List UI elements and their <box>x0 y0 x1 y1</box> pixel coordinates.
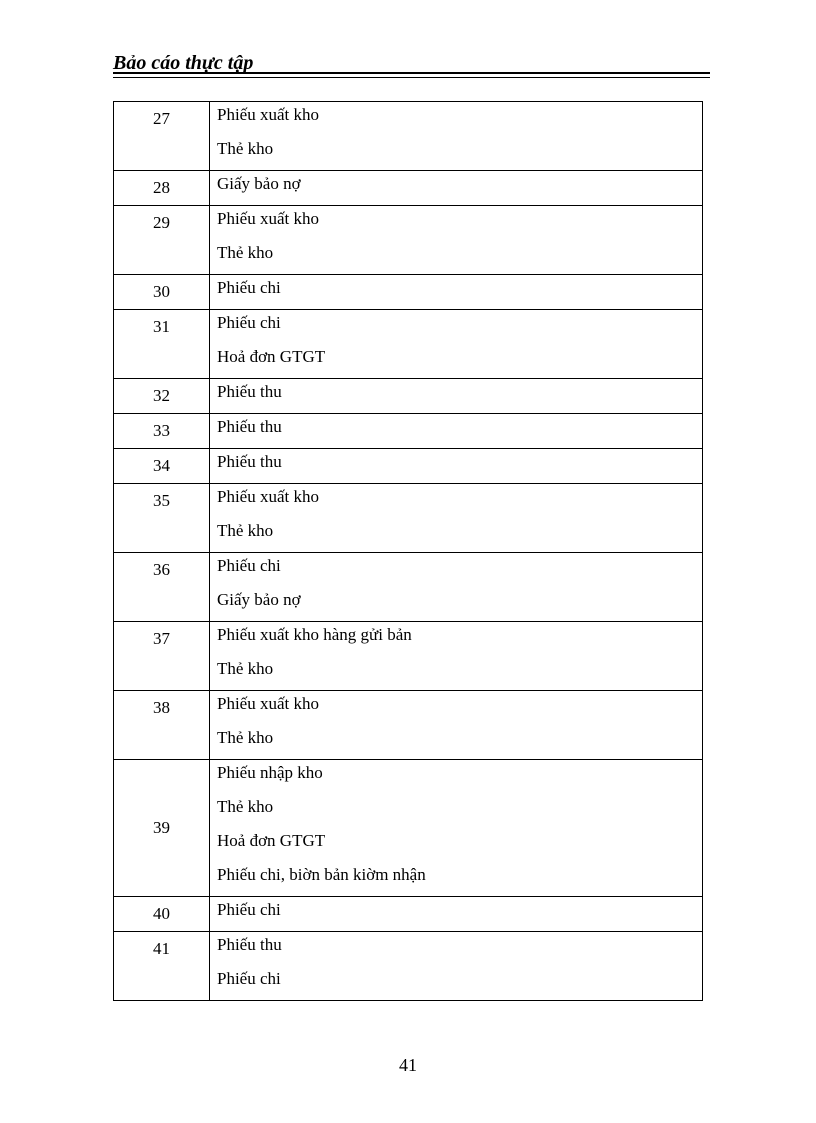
documents-cell <box>210 310 703 379</box>
row-number-cell <box>114 414 210 449</box>
row-number-cell <box>114 622 210 691</box>
row-number: 31 <box>153 317 170 336</box>
document-name: Thẻ kho <box>217 139 274 158</box>
row-number: 33 <box>153 421 170 440</box>
row-number: 40 <box>153 904 170 923</box>
row-number-cell <box>114 484 210 553</box>
documents-cell <box>210 275 703 310</box>
document-name: Giấy bảo nợ <box>217 590 301 609</box>
row-number: 41 <box>153 939 170 958</box>
table-row <box>114 691 703 760</box>
documents-cell <box>210 449 703 484</box>
document-name: Phiếu thu <box>217 382 282 401</box>
document-name: Thẻ kho <box>217 521 274 540</box>
documents-cell <box>210 171 703 206</box>
document-name: Phiếu thu <box>217 935 282 954</box>
row-number-cell <box>114 310 210 379</box>
documents-cell <box>210 932 703 1001</box>
row-number: 37 <box>153 629 170 648</box>
document-name: Phiếu xuất kho <box>217 487 319 506</box>
document-name: Phiếu chi, biờn bản kiờm nhận <box>217 865 426 884</box>
documents-cell <box>210 553 703 622</box>
table-row <box>114 484 703 553</box>
document-name: Phiếu chi <box>217 313 281 332</box>
row-number: 36 <box>153 560 170 579</box>
row-number-cell <box>114 553 210 622</box>
row-number: 39 <box>153 818 170 837</box>
row-number-cell <box>114 102 210 171</box>
row-number: 30 <box>153 282 170 301</box>
document-name: Hoả đơn GTGT <box>217 347 326 366</box>
document-name: Hoả đơn GTGT <box>217 831 326 850</box>
row-number: 29 <box>153 213 170 232</box>
table-row <box>114 897 703 932</box>
document-name: Thẻ kho <box>217 659 274 678</box>
documents-cell <box>210 760 703 897</box>
row-number: 28 <box>153 178 170 197</box>
row-number-cell <box>114 760 210 897</box>
row-number: 34 <box>153 456 170 475</box>
documents-cell <box>210 484 703 553</box>
page-header-title: Bảo cáo thực tập <box>113 52 254 74</box>
table-row <box>114 553 703 622</box>
table-row <box>114 760 703 897</box>
row-number: 38 <box>153 698 170 717</box>
row-number-cell <box>114 691 210 760</box>
row-number-cell <box>114 206 210 275</box>
document-name: Phiếu xuất kho hàng gửi bản <box>217 625 412 644</box>
table-row <box>114 932 703 1001</box>
document-name: Phiếu xuất kho <box>217 105 319 124</box>
table-row <box>114 275 703 310</box>
document-name: Phiếu xuất kho <box>217 209 319 228</box>
documents-cell <box>210 414 703 449</box>
table-row <box>114 206 703 275</box>
row-number-cell <box>114 897 210 932</box>
row-number-cell <box>114 449 210 484</box>
row-number: 35 <box>153 491 170 510</box>
row-number: 32 <box>153 386 170 405</box>
page-number: 41 <box>399 1055 417 1075</box>
table-row <box>114 310 703 379</box>
document-name: Thẻ kho <box>217 728 274 747</box>
table-row <box>114 449 703 484</box>
header-rule-thin <box>113 77 710 78</box>
documents-cell <box>210 379 703 414</box>
documents-cell <box>210 897 703 932</box>
row-number: 27 <box>153 109 170 128</box>
document-name: Phiếu thu <box>217 417 282 436</box>
document-name: Phiếu chi <box>217 556 281 575</box>
table-row <box>114 379 703 414</box>
documents-cell <box>210 622 703 691</box>
document-name: Phiếu nhập kho <box>217 763 323 782</box>
document-table <box>113 101 703 1001</box>
row-number-cell <box>114 171 210 206</box>
table-row <box>114 171 703 206</box>
table-row <box>114 622 703 691</box>
row-number-cell <box>114 932 210 1001</box>
document-name: Phiếu chi <box>217 278 281 297</box>
document-name: Thẻ kho <box>217 243 274 262</box>
table-row <box>114 414 703 449</box>
header-rule-thick <box>113 72 710 74</box>
documents-cell <box>210 691 703 760</box>
row-number-cell <box>114 379 210 414</box>
document-name: Giấy bảo nợ <box>217 174 301 193</box>
document-name: Phiếu chi <box>217 969 281 988</box>
document-name: Phiếu xuất kho <box>217 694 319 713</box>
table-row <box>114 102 703 171</box>
row-number-cell <box>114 275 210 310</box>
document-name: Phiếu chi <box>217 900 281 919</box>
documents-cell <box>210 102 703 171</box>
documents-cell <box>210 206 703 275</box>
document-name: Phiếu thu <box>217 452 282 471</box>
document-name: Thẻ kho <box>217 797 274 816</box>
